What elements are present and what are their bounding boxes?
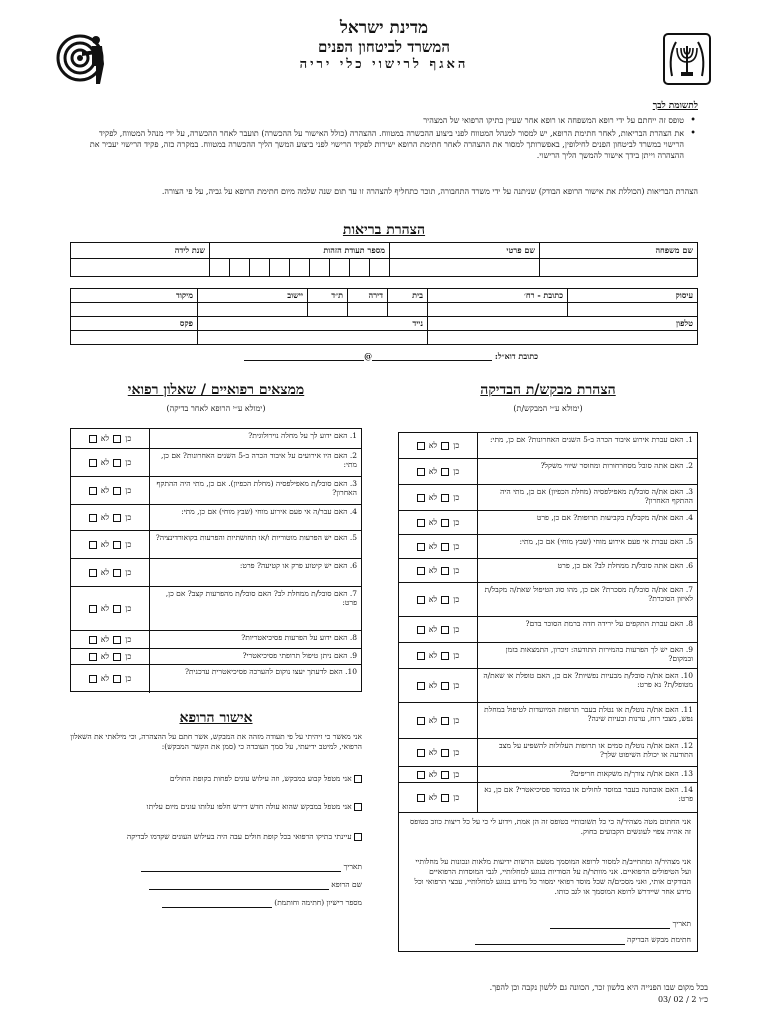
applicant-declaration-text-1: אני החתום מטה מצהיר/ה כי כל תשובותיי בטופס זה הן אמת, וידוע לי כי על כל ריצות כוזב בטופס זה אהיה צפוי לעונשים הקבועים בחוק. [410,817,691,836]
label-birth-year: שנת לידה [71,243,210,259]
applicant-question-row [399,739,697,767]
no-checkbox[interactable] [417,771,425,779]
doctor-name-row [70,880,362,890]
applicant-question-text: 14. האם אובחנה בעבר במוסד לחולים או במוסד פסיכיאטרי? אם כן, נא פרט: [477,783,697,812]
doctor-option-text: עיינתי בתיקו הרפואי בכל קופת חולים עבה היה בעילוש העונים שקדמו לבדיקה [126,832,352,841]
fax-field[interactable] [71,331,198,345]
doctor-license-label: מספר רישיון (חתימה וחותמת) [274,898,362,907]
yes-checkbox[interactable] [441,626,449,634]
applicant-question-text: 2. האם אתה סובל מסחרחורות ומחוסר שיווי משקל? [477,459,697,484]
applicant-question-row [399,485,697,511]
street-field[interactable] [428,303,568,317]
yes-checkbox[interactable] [441,519,449,527]
no-checkbox[interactable] [417,494,425,502]
yes-label: כן [453,466,460,476]
applicant-question-text: 10. האם את/ה סובל/ת מבעיות נפשיות? אם כן, האם טופלת או שאת/ה מטופל/ת? נא פרט: [477,669,697,702]
medical-question-row [71,531,361,559]
no-checkbox[interactable] [89,514,97,522]
applicant-question-row [399,459,697,485]
no-label: לא [428,594,438,604]
yes-label: כן [125,485,132,495]
yes-checkbox[interactable] [113,636,121,644]
doctor-approval-title: אישור הרופא [179,710,253,726]
doctor-option-checkbox[interactable] [354,775,362,783]
applicant-question-text: 9. האם יש לך הפרעות בהמירות התודעה: זיכרון, התמצאות בזמן ובמקום? [477,643,697,668]
label-phone: טלפון [428,317,698,331]
yes-label: כן [125,457,132,467]
yes-checkbox[interactable] [441,596,449,604]
house-field[interactable] [388,303,428,317]
no-label: לא [428,541,438,551]
yes-checkbox[interactable] [113,569,121,577]
medical-question-row [71,587,361,631]
first-name-field[interactable] [390,259,540,277]
no-checkbox[interactable] [89,605,97,613]
medical-question-text: 7. האם סובל/ת ממחלת לב? האם סובל/ת מהפרעות קצב? אם כן, פרט: [149,587,361,630]
applicant-question-row [399,767,697,783]
no-checkbox[interactable] [417,519,425,527]
no-label: לא [428,792,438,802]
applicant-question-row [399,511,697,535]
yes-label: כן [453,624,460,634]
doctor-option-3 [70,832,362,842]
yes-label: כן [453,594,460,604]
label-occupation: עיסוק [568,289,698,303]
no-label: לא [428,650,438,660]
no-checkbox[interactable] [89,487,97,495]
yes-label: כן [453,769,460,779]
no-checkbox[interactable] [89,675,97,683]
page-header [0,18,768,73]
applicant-question-text: 3. האם את/ה סובל/ת מאפילפסיה (מחלת הכפיון) אם כן, מתי היה ההתקף האחרון? [477,485,697,510]
doctor-option-checkbox[interactable] [354,803,362,811]
medical-question-text: 9. האם ניתן טיפול תרופתי פסיכיאטרי? [149,649,361,664]
label-pobox: ת״ד [308,289,348,303]
email-domain-field[interactable] [244,352,364,361]
applicant-date-field[interactable] [550,920,670,929]
medical-question-row [71,665,361,693]
no-label: לא [428,440,438,450]
no-label: לא [428,492,438,502]
no-checkbox[interactable] [417,682,425,690]
medical-question-text: 4. האם עבר/ה אי פעם אירוע מוחי (שבץ מוחי) אם כן, מתי: [149,505,361,530]
yes-checkbox[interactable] [113,653,121,661]
yes-label: כן [453,565,460,575]
medical-question-text: 8. האם ידוע על הפרעות פסיכיאטריות? [149,631,361,648]
yes-label: כן [453,650,460,660]
applicant-question-text: 8. האם עברת התקפים על ירידה חדה ברמת הסוכר בדם? [477,617,697,642]
applicant-declaration-subtitle: (ימולא ע״י המבקש/ת) [513,404,583,413]
no-label: לא [100,567,110,577]
applicant-question-text: 7. האם את/ה סובל/ת מסכרת? אם כן, מהו סוג הטיפול שאת/ה מקבל/ת לאיזון הסוכרת? [477,583,697,616]
applicant-question-row [399,643,697,669]
doctor-approval-text: אני מאשר כי זיהיתי על פי תעודה מזהה את המבקש, אשר חתם על ההצהרה, וכי מילאתי את השאלון הרפואי, למיטב ידיעתי, על סמך העובדה כי (סמן את הקשר המבקש): [70,732,362,751]
no-label: לא [100,457,110,467]
no-checkbox[interactable] [89,435,97,443]
medical-question-row [71,449,361,477]
doctor-option-text: אני מטפל במבקש שהוא עולה חדש דירש חלפו עלותו עונים מיום עליתו [146,802,352,811]
applicant-question-row [399,433,697,459]
applicant-question-row [399,535,697,559]
label-fax: פקס [71,317,198,331]
medical-questions-box [70,428,362,692]
label-house: בית [388,289,428,303]
doctor-date-field[interactable] [141,863,341,872]
yes-label: כן [453,492,460,502]
last-name-field[interactable] [540,259,698,277]
applicant-question-row [399,703,697,739]
no-label: לא [100,634,110,644]
applicant-questions-box [398,432,698,952]
applicant-question-row [399,583,697,617]
no-checkbox[interactable] [89,459,97,467]
applicant-signature-field[interactable] [475,936,625,945]
notes-item: • את הצהרת הבריאות, לאחר חתימת הרופא, יש למסור למנהל המטווח לפני ביצוע ההכשרה במטווח. ההצהרה (כולל האישור על ההכשרה) תועבר לאחר ההכשרה, על ידי מנהל המטווח, לפקיד הרישוי במשרד לביטחון הפנים לחילופין, באפשרותך למסור את ההצהרה לאחר חתימת הרופא ישירות לפקיד הרישוי לפני ביצוע המשך הליך ההכשרה במטווח. במקרה כזה, פקיד הרישוי יעביר את ההצהרה וייתן בידך אישור להמשך הליך הרישוי. [78,128,698,161]
medical-question-text: 5. האם יש הפרעות מוטוריות ו/או תחושתיות והפרעות בקואורדינציה? [149,531,361,558]
label-last-name: שם משפחה [540,243,698,259]
no-checkbox[interactable] [89,653,97,661]
applicant-date-label: תאריך [672,919,691,928]
doctor-option-1 [70,774,362,784]
no-label: לא [428,715,438,725]
yes-label: כן [453,715,460,725]
yes-label: כן [453,440,460,450]
medical-question-text: 3. האם סובל/ת מאפילפסיה (מחלת הכפיון). אם כן, מתי היה ההתקף האחרון? [149,477,361,504]
no-checkbox[interactable] [417,717,425,725]
doctor-date-row [70,862,362,872]
medical-question-row [71,559,361,587]
applicant-question-text: 12. האם את/ה נוטל/ת סמים או תרופות העלולות להשפיע על מצב התודעה או יכולת השיפוט שלך? [477,739,697,766]
applicant-question-text: 5. האם עברת אי פעם אירוע מוחי (שבץ מוחי) אם כן, מתי: [477,535,697,558]
email-at-sign: @ [364,351,373,361]
yes-checkbox[interactable] [113,605,121,613]
occupation-field[interactable] [568,303,698,317]
footer-form-code: כ״ו 2 / 02 /03 [657,995,708,1004]
email-user-field[interactable] [372,352,492,361]
label-mobile: נייד [198,317,428,331]
pobox-field[interactable] [308,303,348,317]
apartment-field[interactable] [348,303,388,317]
yes-label: כן [125,634,132,644]
yes-checkbox[interactable] [113,514,121,522]
personal-details-table-1 [70,242,698,277]
yes-checkbox[interactable] [441,567,449,575]
notes-item: • טופס זה ייחתם על ידי רופא המשפחה או רופא אחר שעיין בתיקו הרפואי של המצהיר [78,115,698,126]
label-apartment: דירה [348,289,388,303]
yes-checkbox[interactable] [441,717,449,725]
yes-checkbox[interactable] [441,494,449,502]
phone-field[interactable] [428,331,698,345]
applicant-question-text: 6. האם אתה סובל/ת ממחלת לב? אם כן, פרט [477,559,697,582]
yes-checkbox[interactable] [441,442,449,450]
applicant-question-row [399,669,697,703]
yes-checkbox[interactable] [441,543,449,551]
medical-question-row [71,631,361,649]
no-label: לא [428,517,438,527]
yes-checkbox[interactable] [441,652,449,660]
yes-checkbox[interactable] [441,771,449,779]
header-line-1: מדינת ישראל [339,18,429,38]
applicant-date-row [405,919,691,929]
medical-question-row [71,477,361,505]
yes-checkbox[interactable] [113,435,121,443]
no-label: לא [428,466,438,476]
email-row: כתובת דוא״ל: @ [244,352,538,361]
label-zip: מיקוד [71,289,198,303]
medical-question-text: 6. האם יש קיטוע פרק או קטיעה? פרט: [149,559,361,586]
label-id-number: מספר תעודת הזהות [210,243,390,259]
no-label: לא [100,603,110,613]
yes-checkbox[interactable] [113,459,121,467]
yes-checkbox[interactable] [113,487,121,495]
email-label: כתובת דוא״ל [497,351,538,361]
no-label: לא [100,651,110,661]
no-label: לא [428,565,438,575]
zip-field[interactable] [71,303,198,317]
yes-label: כן [125,603,132,613]
label-street: כתובת - רח׳ [428,289,568,303]
yes-label: כן [453,541,460,551]
doctor-option-text: אני מטפל קבוע במבקש, וזה עילוש עונים לפחות בקופת החולים [169,774,352,783]
mobile-field[interactable] [198,331,428,345]
no-label: לא [428,624,438,634]
yes-checkbox[interactable] [113,675,121,683]
no-checkbox[interactable] [417,596,425,604]
no-label: לא [428,747,438,757]
yes-label: כן [125,539,132,549]
applicant-question-text: 13. האם את/ה צורך/ת משקאות חריפים? [477,767,697,782]
no-checkbox[interactable] [417,543,425,551]
medical-question-text: 10. האם לדעתך יעצו נוקום להערכה פסיכיאטרית עדכנית? [149,665,361,693]
medical-question-row [71,429,361,449]
no-label: לא [100,433,110,443]
no-checkbox[interactable] [89,569,97,577]
applicant-question-text: 4. האם את/ה מקבל/ת בקביעות תרופות? אם כן, פרט [477,511,697,534]
applicant-question-text: 1. האם עברת אירוע איבוד הכרה ב-5 השנים האחרונות? אם כן, מתי: [477,433,697,458]
applicant-question-row [399,559,697,583]
applicant-sign-label: חתימת מבקש הבדיקה [627,935,691,944]
doctor-name-field[interactable] [149,881,329,890]
yes-label: כן [453,792,460,802]
yes-checkbox[interactable] [441,468,449,476]
doctor-date-label: תאריך [343,862,362,871]
doctor-option-2 [70,802,362,812]
no-checkbox[interactable] [417,749,425,757]
yes-label: כן [125,567,132,577]
no-checkbox[interactable] [417,626,425,634]
yes-label: כן [125,651,132,661]
yes-label: כן [125,674,132,684]
yes-label: כן [125,512,132,522]
no-checkbox[interactable] [89,541,97,549]
notes-list [78,115,698,163]
applicant-declaration-text-2: אני מצהיר/ה ומתחייב/ת למסור לרופא המוסמך מטעם הרשות ידיעות מלאות ונכונות על מחלותיי ועל הטיפולים הרפואיים. אני מוותר/ת על הסודיות בנוגע למחלותיי, לגבי המוסדות הרפואיים הבודקים אותי, ואני מסכים/ה שכל מוסד רפואי ימסור כל מידע בנוגע למחלותיי, עבצי הרפואי וכל מידע אחר שיידרש לרופא המוסמך או לגב כותו. [414,857,691,896]
no-label: לא [100,539,110,549]
yes-label: כן [453,517,460,527]
no-label: לא [100,512,110,522]
header-line-2: המשרד לביטחון הפנים [318,38,450,56]
footer-note: בכל מקום שבו הפנייה היא בלשון זכר, הכוונה גם ללשון נקבה וכן להפך. [489,983,708,992]
no-label: לא [428,680,438,690]
medical-question-row [71,505,361,531]
header-line-3: האגף לרישוי כלי יריה [299,57,469,72]
applicant-question-row [399,783,697,813]
medical-question-row [71,649,361,665]
medical-findings-title: ממצאים רפואיים / שאלון רפואי [127,382,305,398]
yes-checkbox[interactable] [113,541,121,549]
personal-details-table-2 [70,288,698,345]
yes-label: כן [125,433,132,443]
applicant-sign-row [405,935,691,945]
notes-paragraph: הצהרת הבריאות (הכוללת את אישור הרופא הבודק) שניתנה על ידי משרד התחבורה, תוכר כתחליף להצהרה זו עד תום שנה שלמה מיום חתימת הרופא על גביה, על פי הצורה. [161,187,698,196]
health-declaration-title: הצהרת בריאות [342,222,426,238]
no-checkbox[interactable] [417,794,425,802]
medical-findings-subtitle: (ימולא ע״י הרופא לאחר בדיקה) [166,404,266,413]
no-label: לא [428,769,438,779]
yes-checkbox[interactable] [441,794,449,802]
doctor-option-checkbox[interactable] [354,833,362,841]
yes-label: כן [453,747,460,757]
doctor-license-field[interactable] [162,899,272,908]
no-label: לא [100,485,110,495]
no-checkbox[interactable] [417,652,425,660]
notes-heading: לתשומת לבך [652,101,698,111]
no-checkbox[interactable] [417,468,425,476]
city-field[interactable] [198,303,308,317]
doctor-license-row [70,898,362,908]
applicant-declaration-title: הצהרת מבקש/ת הבדיקה [480,382,616,398]
no-checkbox[interactable] [417,567,425,575]
no-checkbox[interactable] [89,636,97,644]
no-label: לא [100,674,110,684]
yes-checkbox[interactable] [441,749,449,757]
applicant-question-row [399,617,697,643]
medical-question-text: 2. האם היו אירועים על איבוד הכרה ב-5 השנים האחרונות? אם כן, מתי: [149,449,361,476]
doctor-name-label: שם הרופא [331,880,362,889]
id-number-field[interactable] [210,259,390,277]
medical-question-text: 1. האם ידוע לך על מחלה נוירולוגית? [149,429,361,448]
applicant-question-text: 11. האם את/ה נוטל/ת או נטלת בעבר תרופות המיועדות לטיפול במחלת נפש, מצבי רוח, ערנות ובעיות שינה? [477,703,697,738]
label-first-name: שם פרטי [390,243,540,259]
label-city: יישוב [198,289,308,303]
birth-year-field[interactable] [71,259,210,277]
yes-label: כן [453,680,460,690]
yes-checkbox[interactable] [441,682,449,690]
no-checkbox[interactable] [417,442,425,450]
